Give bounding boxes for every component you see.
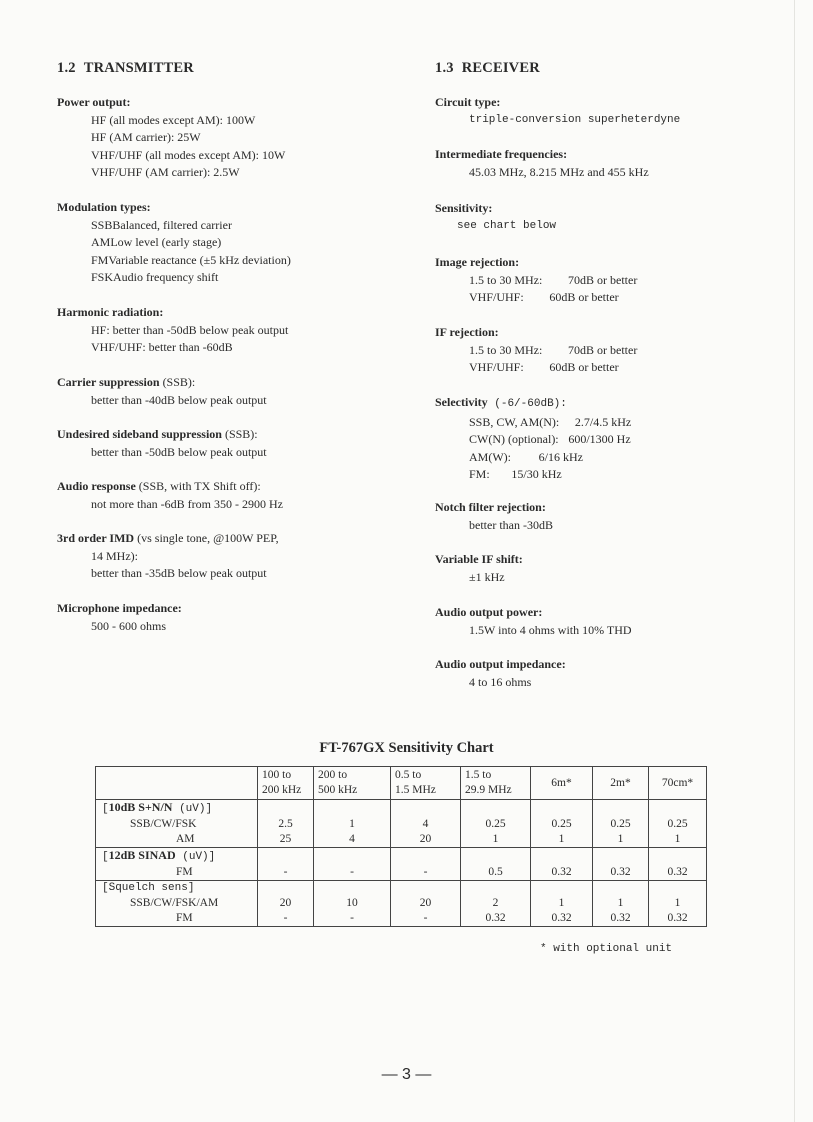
mode-desc: Balanced, filtered carrier <box>112 217 232 232</box>
spec-line: HF: better than -50dB below peak output <box>91 322 289 337</box>
value-cell: - <box>258 911 314 927</box>
spec-label-tail: (SSB): <box>221 427 258 441</box>
harmonic-spec <box>57 304 417 357</box>
page-edge <box>794 0 795 1122</box>
spec-label: Audio response <box>57 479 136 493</box>
spec-label: Harmonic radiation: <box>57 305 164 319</box>
spec-label: Sensitivity: <box>435 201 493 215</box>
value-cell: 1 <box>593 832 649 848</box>
column-header: 1.5 to 29.9 MHz <box>461 767 531 800</box>
mode-name: FM <box>91 252 109 267</box>
spec-label: IF rejection: <box>435 325 499 339</box>
spec-line: not more than -6dB from 350 - 2900 Hz <box>91 496 283 511</box>
value-cell: 1 <box>649 832 707 848</box>
spec-label: Undesired sideband suppression <box>57 427 222 441</box>
section-title: RECEIVER <box>461 60 540 76</box>
mode-name: FSK <box>91 270 114 285</box>
value-cell: 1 <box>531 896 593 911</box>
value-cell: 0.32 <box>593 911 649 927</box>
value-cell: - <box>258 865 314 881</box>
value-cell: 10 <box>314 896 391 911</box>
if-shift-spec <box>435 551 775 586</box>
table-row <box>96 865 707 881</box>
spec-line: HF (AM carrier): 25W <box>91 130 201 145</box>
spec-label: Microphone impedance: <box>57 601 182 615</box>
value-cell: 1 <box>314 817 391 832</box>
spec-label: 3rd order IMD <box>57 531 135 545</box>
group-heading: [12dB SINAD (uV)] <box>96 848 258 866</box>
value-cell: 0.25 <box>593 817 649 832</box>
spec-label: Image rejection: <box>435 255 520 269</box>
value-cell: 0.32 <box>649 865 707 881</box>
spec-key: FM: <box>469 467 490 482</box>
spec-line: better than -40dB below peak output <box>91 392 267 407</box>
spec-value: 6/16 kHz <box>538 449 583 464</box>
spec-label: Carrier suppression <box>57 375 160 389</box>
spec-label: Audio output impedance: <box>435 657 566 671</box>
spec-label: Modulation types: <box>57 200 151 214</box>
spec-line: 45.03 MHz, 8.215 MHz and 455 kHz <box>469 164 649 179</box>
spec-line: VHF/UHF (AM carrier): 2.5W <box>91 165 240 180</box>
spec-label-tail: (SSB): <box>159 375 196 389</box>
table-row <box>96 817 707 832</box>
section-title: TRANSMITTER <box>83 60 194 76</box>
spec-value: 60dB or better <box>549 360 619 375</box>
spec-value: 600/1300 Hz <box>568 432 631 447</box>
chart-footnote: * with optional unit <box>540 943 673 955</box>
page-number: — 3 — <box>381 1066 432 1083</box>
spec-value: 70dB or better <box>568 272 638 287</box>
value-cell: 25 <box>258 832 314 848</box>
value-cell: 1 <box>593 896 649 911</box>
table-row <box>96 832 707 848</box>
spec-label-tail: (vs single tone, @100W PEP, <box>134 531 279 545</box>
column-header: 200 to 500 kHz <box>314 767 391 800</box>
imd-spec <box>57 530 417 583</box>
spec-line: ±1 kHz <box>469 569 505 584</box>
spec-line: 1.5W into 4 ohms with 10% THD <box>469 622 632 637</box>
section-number: 1.2 <box>57 60 76 76</box>
audio-response-spec <box>57 478 417 513</box>
spec-label: Notch filter rejection: <box>435 500 546 514</box>
value-cell: 0.25 <box>531 817 593 832</box>
column-header: 2m* <box>593 767 649 800</box>
value-cell: 4 <box>314 832 391 848</box>
table-row <box>96 911 707 927</box>
sensitivity-spec <box>435 200 775 235</box>
audio-output-impedance-spec <box>435 656 775 691</box>
spec-line: VHF/UHF: better than -60dB <box>91 340 233 355</box>
notch-filter-spec <box>435 499 775 534</box>
value-cell: 0.5 <box>461 865 531 881</box>
value-cell: 20 <box>391 896 461 911</box>
spec-label: Selectivity <box>435 395 488 409</box>
spec-key: VHF/UHF: <box>469 290 524 305</box>
spec-value: 60dB or better <box>549 290 619 305</box>
chart-title: FT-767GX Sensitivity Chart <box>319 740 494 756</box>
spec-line: better than -35dB below peak output <box>91 566 267 581</box>
value-cell: 2 <box>461 896 531 911</box>
row-label: AM <box>96 832 258 848</box>
spec-line: better than -50dB below peak output <box>91 444 267 459</box>
mode-desc: Variable reactance (±5 kHz deviation) <box>108 252 291 267</box>
spec-key: AM(W): <box>469 449 511 464</box>
spec-key: 1.5 to 30 MHz: <box>469 272 543 287</box>
value-cell: 0.25 <box>461 817 531 832</box>
sideband-suppression-spec <box>57 426 417 461</box>
carrier-suppression-spec <box>57 374 417 409</box>
spec-line: VHF/UHF (all modes except AM): 10W <box>91 147 286 162</box>
selectivity-spec <box>435 394 775 484</box>
modulation-spec <box>57 199 417 287</box>
group-heading-row <box>96 800 707 818</box>
spec-value: 2.7/4.5 kHz <box>574 414 632 429</box>
spec-label: Variable IF shift: <box>435 552 523 566</box>
circuit-type-spec <box>435 94 775 129</box>
value-cell: 4 <box>391 817 461 832</box>
audio-output-power-spec <box>435 604 775 639</box>
value-cell: - <box>314 865 391 881</box>
spec-label: Audio output power: <box>435 605 543 619</box>
value-cell: 0.32 <box>461 911 531 927</box>
value-cell: - <box>391 911 461 927</box>
column-header: 6m* <box>531 767 593 800</box>
row-label: SSB/CW/FSK/AM <box>96 896 258 911</box>
spec-line: 500 - 600 ohms <box>91 618 166 633</box>
value-cell: 0.32 <box>531 865 593 881</box>
spec-line: see chart below <box>457 219 557 232</box>
intermediate-frequencies-spec <box>435 146 775 181</box>
table-header-row <box>96 767 707 800</box>
transmitter-heading <box>57 60 194 77</box>
spec-key: SSB, CW, AM(N): <box>469 414 560 429</box>
value-cell: - <box>314 911 391 927</box>
receiver-heading <box>435 60 540 77</box>
spec-line: better than -30dB <box>469 517 553 532</box>
value-cell: 1 <box>649 896 707 911</box>
spec-line: HF (all modes except AM): 100W <box>91 112 256 127</box>
value-cell: 0.32 <box>649 911 707 927</box>
corner-cell <box>96 767 258 800</box>
column-header: 100 to 200 kHz <box>258 767 314 800</box>
value-cell: 1 <box>531 832 593 848</box>
spec-key: 1.5 to 30 MHz: <box>469 342 543 357</box>
image-rejection-spec <box>435 254 775 307</box>
group-heading-row <box>96 848 707 866</box>
spec-label-tail: (-6/-60dB): <box>487 398 567 410</box>
group-heading: [Squelch sens] <box>96 881 258 897</box>
value-cell: 0.25 <box>649 817 707 832</box>
spec-label-tail: (SSB, with TX Shift off): <box>135 479 261 493</box>
spec-key: VHF/UHF: <box>469 360 524 375</box>
section-number: 1.3 <box>435 60 454 76</box>
spec-key: CW(N) (optional): <box>469 432 559 447</box>
mode-name: AM <box>91 235 111 250</box>
spec-line: triple-conversion superheterdyne <box>469 113 681 126</box>
value-cell: 20 <box>391 832 461 848</box>
mode-name: SSB <box>91 217 113 232</box>
sensitivity-table <box>95 766 707 927</box>
power-output-spec <box>57 94 417 182</box>
value-cell: 20 <box>258 896 314 911</box>
value-cell: 0.32 <box>531 911 593 927</box>
microphone-impedance-spec <box>57 600 417 635</box>
spec-label: Intermediate frequencies: <box>435 147 568 161</box>
value-cell: 2.5 <box>258 817 314 832</box>
column-header: 0.5 to 1.5 MHz <box>391 767 461 800</box>
row-label: SSB/CW/FSK <box>96 817 258 832</box>
spec-value: 15/30 kHz <box>511 467 562 482</box>
if-rejection-spec <box>435 324 775 377</box>
spec-label: Power output: <box>57 95 131 109</box>
spec-line: 4 to 16 ohms <box>469 674 532 689</box>
column-header: 70cm* <box>649 767 707 800</box>
group-heading-row <box>96 881 707 897</box>
group-heading: [10dB S+N/N (uV)] <box>96 800 258 818</box>
spec-line: 14 MHz): <box>91 548 138 563</box>
spec-value: 70dB or better <box>568 342 638 357</box>
value-cell: 1 <box>461 832 531 848</box>
spec-label: Circuit type: <box>435 95 501 109</box>
mode-desc: Audio frequency shift <box>113 270 219 285</box>
row-label: FM <box>96 911 258 927</box>
mode-desc: Low level (early stage) <box>110 235 222 250</box>
value-cell: - <box>391 865 461 881</box>
row-label: FM <box>96 865 258 881</box>
value-cell: 0.32 <box>593 865 649 881</box>
table-row <box>96 896 707 911</box>
